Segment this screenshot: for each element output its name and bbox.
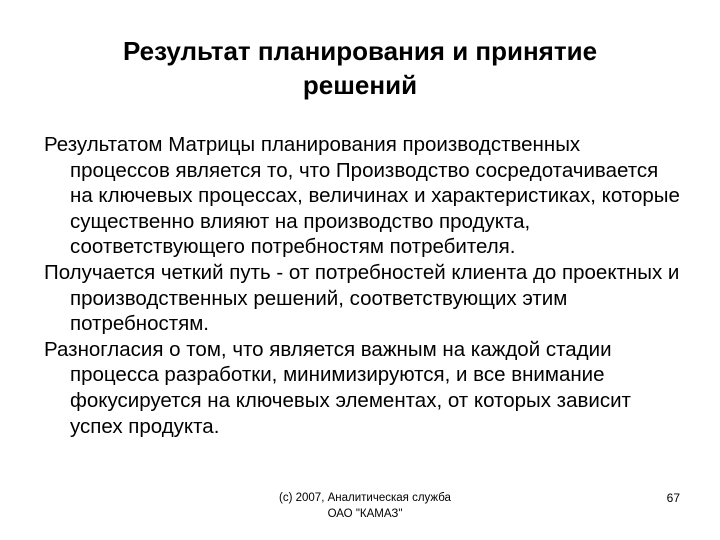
paragraph-1: Результатом Матрицы планирования производственных процессов является то, что Производство сосредотачивается на ключевых процессах, величинах и характеристиках, которые существенно влияют на производство продукта, соответствующего потребностям потребителя. xyxy=(44,133,680,259)
slide-title-line-2: решений xyxy=(302,70,418,100)
slide-title xyxy=(60,34,660,102)
slide-title-line-1: Результат планирования и принятие xyxy=(122,36,598,66)
footer-line-2: ОАО "КАМАЗ" xyxy=(327,508,403,520)
page-number: 67 xyxy=(666,491,680,505)
footer-copyright xyxy=(210,490,520,522)
paragraph-2: Получается четкий путь - от потребностей клиента до проектных и производственных решений, соответствующих этим потребностям. xyxy=(44,260,680,336)
slide-body xyxy=(44,132,684,439)
paragraph-3: Разногласия о том, что является важным на каждой стадии процесса разработки, минимизируются, и все внимание фокусируется на ключевых элементах, от которых зависит успех продукта. xyxy=(44,337,631,438)
footer-line-1: (c) 2007, Аналитическая служба xyxy=(279,492,451,504)
